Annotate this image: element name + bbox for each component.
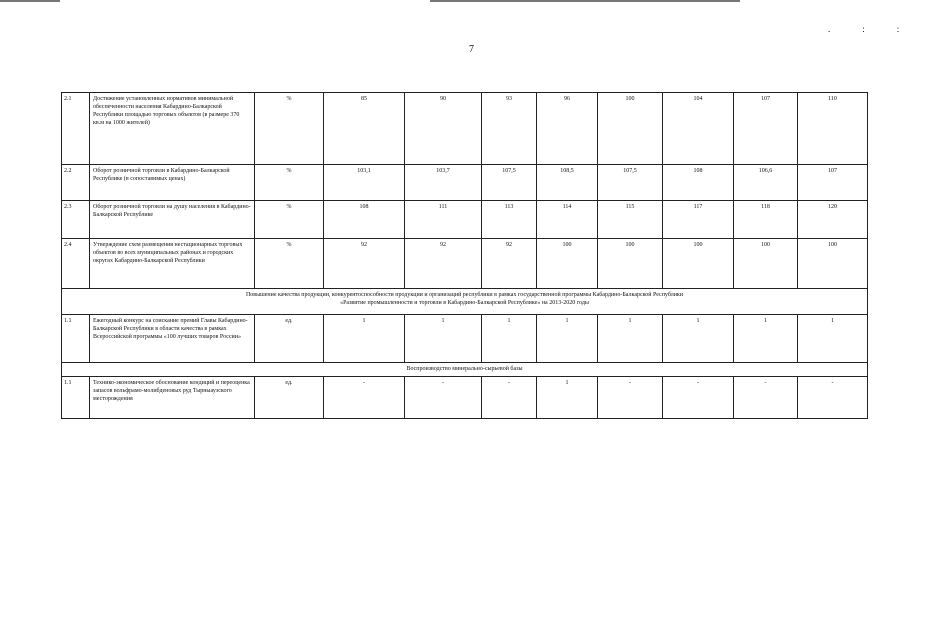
table-row [62,93,868,165]
row-number-cell: 2.1 [62,93,90,165]
value-cell: 100 [798,239,868,289]
unit-cell: % [255,201,324,239]
value-cell: 108 [663,165,734,201]
value-cell: 1 [734,315,798,363]
row-number-cell: 1.1 [62,377,90,419]
value-cell: 100 [663,239,734,289]
section-subtitle: «Развитие промышленности и торговли в Кабардино-Балкарской Республике» на 2013-2020 годы [340,300,589,306]
unit-cell: % [255,93,324,165]
value-cell: 108,5 [537,165,598,201]
value-cell: 1 [324,315,405,363]
value-cell: 100 [734,239,798,289]
value-cell: 107,5 [482,165,537,201]
scan-header-noise [0,0,905,4]
unit-cell: ед. [255,377,324,419]
indicator-name-cell: Ежегодный конкурс на соискание премий Главы Кабардино-Балкарской Республики в области качества в рамках Всероссийской программы «100 лучших товаров России» [90,315,255,363]
value-cell: 85 [324,93,405,165]
indicator-name-cell: Технико-экономическое обоснование кондиций и переоценка запасов вольфрамо-молибденовых руд Тырныаузского месторождения [90,377,255,419]
value-cell: 115 [598,201,663,239]
value-cell: 118 [734,201,798,239]
value-cell: - [324,377,405,419]
value-cell: 107 [798,165,868,201]
value-cell: 107 [734,93,798,165]
indicator-name-cell: Утверждение схем размещения нестационарных торговых объектов во всех муниципальных районах и городских округах Кабардино-Балкарской Республики [90,239,255,289]
value-cell: 113 [482,201,537,239]
value-cell: 110 [798,93,868,165]
value-cell: - [482,377,537,419]
indicator-name-cell: Достижение установленных нормативов минимальной обеспеченности населения Кабардино-Балкарской Республики площадью торговых объектов (в размере 370 кв.м на 1000 жителей) [90,93,255,165]
value-cell: 103,7 [405,165,482,201]
value-cell: 111 [405,201,482,239]
table-row [62,239,868,289]
row-number-cell: 2.2 [62,165,90,201]
row-number-cell: 1.1 [62,315,90,363]
indicators-table [61,92,868,419]
indicator-name-cell: Оборот розничной торговли в Кабардино-Балкарской Республике (в сопоставимых ценах) [90,165,255,201]
table-row [62,201,868,239]
value-cell: 120 [798,201,868,239]
value-cell: 90 [405,93,482,165]
value-cell: 92 [324,239,405,289]
value-cell: - [663,377,734,419]
value-cell: 108 [324,201,405,239]
row-number-cell: 2.3 [62,201,90,239]
value-cell: 100 [598,93,663,165]
unit-cell: % [255,239,324,289]
section-title-cell [62,363,868,377]
value-cell: 92 [405,239,482,289]
value-cell: 100 [598,239,663,289]
value-cell: 106,6 [734,165,798,201]
scan-mark: .: [828,24,897,34]
section-title: Воспроизводство минерально-сырьевой базы [406,366,523,372]
value-cell: 1 [482,315,537,363]
value-cell: - [734,377,798,419]
indicator-name-cell: Оборот розничной торговли на душу населения в Кабардино-Балкарской Республике [90,201,255,239]
value-cell: 93 [482,93,537,165]
value-cell: 1 [405,315,482,363]
value-cell: 1 [798,315,868,363]
value-cell: 104 [663,93,734,165]
value-cell: 100 [537,239,598,289]
value-cell: 1 [598,315,663,363]
scan-mark: : [896,24,931,34]
value-cell: 117 [663,201,734,239]
value-cell: - [598,377,663,419]
section-header-row [62,289,868,315]
page-number: 7 [469,44,474,55]
section-header-row [62,363,868,377]
table-row [62,377,868,419]
value-cell: 114 [537,201,598,239]
value-cell: 1 [537,315,598,363]
scan-marks [828,24,931,34]
value-cell: 107,5 [598,165,663,201]
section-title: Повышение качества продукции, конкурентоспособности продукции и организаций республики в рамках государственной программы Кабардино-Балкарской Республики [245,292,684,298]
value-cell: - [798,377,868,419]
row-number-cell: 2.4 [62,239,90,289]
table-row [62,165,868,201]
value-cell: - [405,377,482,419]
value-cell: 1 [537,377,598,419]
table-row [62,315,868,363]
unit-cell: ед. [255,315,324,363]
value-cell: 103,1 [324,165,405,201]
value-cell: 92 [482,239,537,289]
value-cell: 1 [663,315,734,363]
unit-cell: % [255,165,324,201]
value-cell: 96 [537,93,598,165]
section-title-cell [62,289,868,315]
